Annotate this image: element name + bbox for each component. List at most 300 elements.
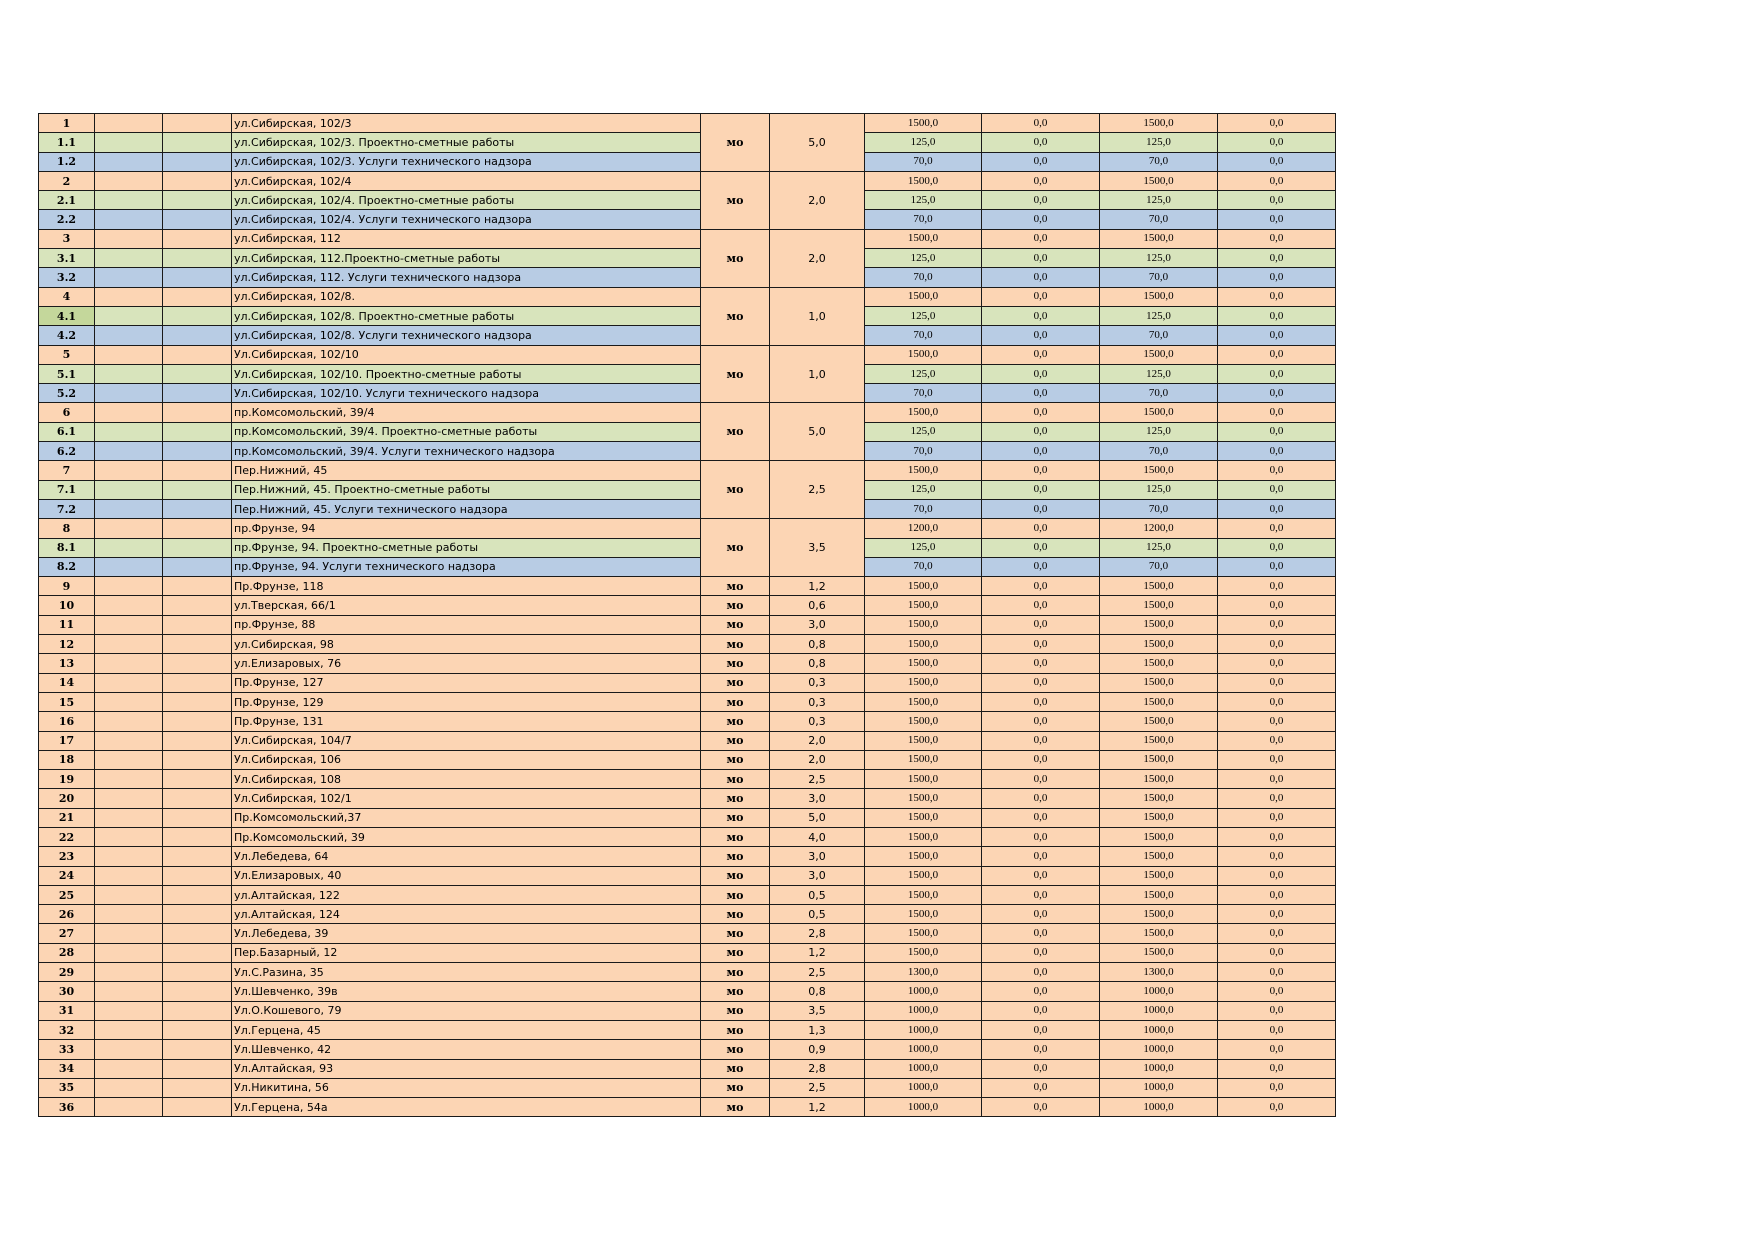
empty-cell: [163, 866, 232, 885]
amount-col3-cell: 70,0: [1100, 557, 1218, 576]
amount-col4-cell: 0,0: [1218, 847, 1336, 866]
amount-col3-cell: 1500,0: [1100, 905, 1218, 924]
unit-cell: мо: [701, 1040, 770, 1059]
amount-col4-cell: 0,0: [1218, 422, 1336, 441]
amount-col4-cell: 0,0: [1218, 577, 1336, 596]
amount-col3-cell: 1500,0: [1100, 808, 1218, 827]
amount-col3-cell: 1500,0: [1100, 673, 1218, 692]
table-row: [39, 943, 1336, 962]
table-row: [39, 191, 1336, 210]
amount-total-cell: 1000,0: [865, 982, 982, 1001]
unit-cell: мо: [701, 885, 770, 904]
amount-col3-cell: 1000,0: [1100, 1078, 1218, 1097]
empty-cell: [95, 866, 163, 885]
empty-cell: [163, 712, 232, 731]
amount-total-cell: 1300,0: [865, 963, 982, 982]
amount-total-cell: 125,0: [865, 422, 982, 441]
amount-col4-cell: 0,0: [1218, 114, 1336, 133]
unit-cell: мо: [701, 1001, 770, 1020]
table-row: [39, 442, 1336, 461]
empty-cell: [95, 306, 163, 325]
amount-col2-cell: 0,0: [982, 345, 1100, 364]
table-row: [39, 1059, 1336, 1078]
object-name-cell: Пр.Комсомольский,37: [232, 808, 701, 827]
amount-col2-cell: 0,0: [982, 519, 1100, 538]
amount-col2-cell: 0,0: [982, 866, 1100, 885]
amount-total-cell: 70,0: [865, 557, 982, 576]
amount-col4-cell: 0,0: [1218, 249, 1336, 268]
amount-col4-cell: 0,0: [1218, 905, 1336, 924]
object-name-cell: ул.Сибирская, 102/4. Услуги технического надзора: [232, 210, 701, 229]
amount-total-cell: 1500,0: [865, 712, 982, 731]
amount-col2-cell: 0,0: [982, 770, 1100, 789]
empty-cell: [163, 847, 232, 866]
object-name-cell: Ул.Сибирская, 102/10: [232, 345, 701, 364]
object-name-cell: Пер.Базарный, 12: [232, 943, 701, 962]
amount-col4-cell: 0,0: [1218, 673, 1336, 692]
empty-cell: [95, 442, 163, 461]
row-number-cell: 34: [39, 1059, 95, 1078]
amount-col4-cell: 0,0: [1218, 461, 1336, 480]
amount-col4-cell: 0,0: [1218, 885, 1336, 904]
quantity-cell: 3,0: [770, 866, 865, 885]
amount-col2-cell: 0,0: [982, 963, 1100, 982]
empty-cell: [95, 229, 163, 248]
amount-col2-cell: 0,0: [982, 827, 1100, 846]
amount-total-cell: 1500,0: [865, 229, 982, 248]
object-name-cell: ул.Сибирская, 102/8. Проектно-сметные работы: [232, 306, 701, 325]
amount-col2-cell: 0,0: [982, 635, 1100, 654]
table-row: [39, 982, 1336, 1001]
unit-cell: мо: [701, 789, 770, 808]
object-name-cell: пр.Комсомольский, 39/4: [232, 403, 701, 422]
empty-cell: [163, 152, 232, 171]
empty-cell: [163, 210, 232, 229]
object-name-cell: Ул.Лебедева, 39: [232, 924, 701, 943]
object-name-cell: Ул.С.Разина, 35: [232, 963, 701, 982]
amount-col3-cell: 1500,0: [1100, 171, 1218, 190]
amount-col4-cell: 0,0: [1218, 306, 1336, 325]
quantity-cell: 3,0: [770, 847, 865, 866]
table-row: [39, 924, 1336, 943]
unit-cell: мо: [701, 924, 770, 943]
empty-cell: [163, 1001, 232, 1020]
row-number-cell: 21: [39, 808, 95, 827]
empty-cell: [163, 596, 232, 615]
object-name-cell: ул.Алтайская, 124: [232, 905, 701, 924]
unit-cell: мо: [701, 712, 770, 731]
row-number-cell: 25: [39, 885, 95, 904]
amount-col4-cell: 0,0: [1218, 364, 1336, 383]
row-number-cell: 16: [39, 712, 95, 731]
unit-cell: мо: [701, 345, 770, 403]
empty-cell: [95, 1001, 163, 1020]
table-row: [39, 364, 1336, 383]
row-number-cell: 33: [39, 1040, 95, 1059]
unit-cell: мо: [701, 519, 770, 577]
amount-col2-cell: 0,0: [982, 210, 1100, 229]
row-number-cell: 10: [39, 596, 95, 615]
amount-total-cell: 1500,0: [865, 673, 982, 692]
amount-col3-cell: 125,0: [1100, 249, 1218, 268]
amount-col2-cell: 0,0: [982, 461, 1100, 480]
row-number-cell: 4.2: [39, 326, 95, 345]
row-number-cell: 24: [39, 866, 95, 885]
amount-total-cell: 1500,0: [865, 403, 982, 422]
quantity-cell: 0,8: [770, 635, 865, 654]
empty-cell: [163, 557, 232, 576]
amount-col2-cell: 0,0: [982, 1040, 1100, 1059]
object-name-cell: ул.Сибирская, 102/3. Услуги технического надзора: [232, 152, 701, 171]
empty-cell: [95, 615, 163, 634]
empty-cell: [95, 692, 163, 711]
empty-cell: [95, 326, 163, 345]
amount-total-cell: 1500,0: [865, 789, 982, 808]
empty-cell: [95, 191, 163, 210]
empty-cell: [163, 364, 232, 383]
quantity-cell: 4,0: [770, 827, 865, 846]
table-row: [39, 1020, 1336, 1039]
amount-col2-cell: 0,0: [982, 808, 1100, 827]
empty-cell: [95, 808, 163, 827]
table-row: [39, 731, 1336, 750]
empty-cell: [163, 654, 232, 673]
row-number-cell: 5.1: [39, 364, 95, 383]
empty-cell: [163, 692, 232, 711]
amount-col2-cell: 0,0: [982, 403, 1100, 422]
unit-cell: мо: [701, 673, 770, 692]
table-row: [39, 133, 1336, 152]
table-row: [39, 461, 1336, 480]
amount-col2-cell: 0,0: [982, 114, 1100, 133]
empty-cell: [163, 1040, 232, 1059]
amount-col2-cell: 0,0: [982, 499, 1100, 518]
amount-col2-cell: 0,0: [982, 480, 1100, 499]
empty-cell: [163, 1098, 232, 1117]
unit-cell: мо: [701, 635, 770, 654]
amount-total-cell: 1500,0: [865, 461, 982, 480]
amount-total-cell: 125,0: [865, 538, 982, 557]
row-number-cell: 15: [39, 692, 95, 711]
empty-cell: [95, 461, 163, 480]
amount-col3-cell: 125,0: [1100, 191, 1218, 210]
empty-cell: [95, 596, 163, 615]
empty-cell: [163, 577, 232, 596]
empty-cell: [95, 847, 163, 866]
table-row: [39, 596, 1336, 615]
amount-total-cell: 1500,0: [865, 827, 982, 846]
amount-col3-cell: 1500,0: [1100, 789, 1218, 808]
amount-col2-cell: 0,0: [982, 557, 1100, 576]
amount-total-cell: 125,0: [865, 133, 982, 152]
table-row: [39, 519, 1336, 538]
table-row: [39, 673, 1336, 692]
empty-cell: [163, 827, 232, 846]
empty-cell: [95, 114, 163, 133]
table-row: [39, 750, 1336, 769]
amount-col2-cell: 0,0: [982, 905, 1100, 924]
table-row: [39, 827, 1336, 846]
amount-col3-cell: 1000,0: [1100, 1098, 1218, 1117]
amount-col4-cell: 0,0: [1218, 1078, 1336, 1097]
object-name-cell: Ул.О.Кошевого, 79: [232, 1001, 701, 1020]
quantity-cell: 1,0: [770, 287, 865, 345]
quantity-cell: 0,5: [770, 885, 865, 904]
quantity-cell: 0,3: [770, 692, 865, 711]
amount-col2-cell: 0,0: [982, 171, 1100, 190]
amount-col2-cell: 0,0: [982, 229, 1100, 248]
table-row: [39, 499, 1336, 518]
amount-col4-cell: 0,0: [1218, 384, 1336, 403]
amount-col3-cell: 1500,0: [1100, 461, 1218, 480]
empty-cell: [95, 557, 163, 576]
amount-col4-cell: 0,0: [1218, 519, 1336, 538]
unit-cell: мо: [701, 654, 770, 673]
amount-total-cell: 1500,0: [865, 615, 982, 634]
amount-col4-cell: 0,0: [1218, 596, 1336, 615]
object-name-cell: пр.Комсомольский, 39/4. Услуги технического надзора: [232, 442, 701, 461]
empty-cell: [95, 1020, 163, 1039]
empty-cell: [95, 538, 163, 557]
amount-col3-cell: 1500,0: [1100, 114, 1218, 133]
empty-cell: [163, 770, 232, 789]
object-name-cell: ул.Сибирская, 102/8.: [232, 287, 701, 306]
table-row: [39, 635, 1336, 654]
empty-cell: [163, 171, 232, 190]
row-number-cell: 19: [39, 770, 95, 789]
amount-col3-cell: 125,0: [1100, 538, 1218, 557]
object-name-cell: Пер.Нижний, 45. Услуги технического надзора: [232, 499, 701, 518]
empty-cell: [95, 345, 163, 364]
table-row: [39, 1040, 1336, 1059]
row-number-cell: 20: [39, 789, 95, 808]
table-row: [39, 403, 1336, 422]
empty-cell: [163, 538, 232, 557]
empty-cell: [95, 364, 163, 383]
unit-cell: мо: [701, 1059, 770, 1078]
amount-total-cell: 1500,0: [865, 905, 982, 924]
table-row: [39, 557, 1336, 576]
amount-col4-cell: 0,0: [1218, 789, 1336, 808]
table-row: [39, 577, 1336, 596]
quantity-cell: 3,5: [770, 519, 865, 577]
amount-col4-cell: 0,0: [1218, 345, 1336, 364]
amount-total-cell: 1000,0: [865, 1020, 982, 1039]
amount-col2-cell: 0,0: [982, 789, 1100, 808]
amount-col2-cell: 0,0: [982, 306, 1100, 325]
row-number-cell: 2.1: [39, 191, 95, 210]
amount-col4-cell: 0,0: [1218, 210, 1336, 229]
amount-total-cell: 125,0: [865, 249, 982, 268]
amount-col4-cell: 0,0: [1218, 943, 1336, 962]
amount-col4-cell: 0,0: [1218, 1020, 1336, 1039]
amount-col4-cell: 0,0: [1218, 538, 1336, 557]
amount-col3-cell: 1000,0: [1100, 1040, 1218, 1059]
empty-cell: [163, 635, 232, 654]
empty-cell: [95, 1059, 163, 1078]
object-name-cell: ул.Сибирская, 112: [232, 229, 701, 248]
object-name-cell: ул.Сибирская, 112.Проектно-сметные работы: [232, 249, 701, 268]
amount-col2-cell: 0,0: [982, 422, 1100, 441]
empty-cell: [163, 191, 232, 210]
row-number-cell: 2.2: [39, 210, 95, 229]
object-name-cell: Ул.Герцена, 54а: [232, 1098, 701, 1117]
amount-col3-cell: 70,0: [1100, 384, 1218, 403]
empty-cell: [163, 287, 232, 306]
unit-cell: мо: [701, 982, 770, 1001]
amount-total-cell: 1500,0: [865, 287, 982, 306]
amount-total-cell: 70,0: [865, 268, 982, 287]
amount-col4-cell: 0,0: [1218, 1040, 1336, 1059]
amount-col2-cell: 0,0: [982, 1078, 1100, 1097]
table-row: [39, 384, 1336, 403]
amount-col2-cell: 0,0: [982, 943, 1100, 962]
amount-total-cell: 125,0: [865, 306, 982, 325]
amount-col2-cell: 0,0: [982, 750, 1100, 769]
amount-total-cell: 1500,0: [865, 750, 982, 769]
empty-cell: [95, 287, 163, 306]
empty-cell: [163, 326, 232, 345]
empty-cell: [95, 268, 163, 287]
empty-cell: [163, 229, 232, 248]
amount-total-cell: 1000,0: [865, 1098, 982, 1117]
amount-col2-cell: 0,0: [982, 1001, 1100, 1020]
unit-cell: мо: [701, 1020, 770, 1039]
table-row: [39, 210, 1336, 229]
quantity-cell: 1,2: [770, 577, 865, 596]
object-name-cell: ул.Сибирская, 98: [232, 635, 701, 654]
empty-cell: [163, 924, 232, 943]
empty-cell: [95, 210, 163, 229]
amount-col4-cell: 0,0: [1218, 499, 1336, 518]
empty-cell: [95, 1078, 163, 1097]
empty-cell: [163, 673, 232, 692]
amount-col3-cell: 1500,0: [1100, 770, 1218, 789]
amount-col2-cell: 0,0: [982, 538, 1100, 557]
amount-col3-cell: 125,0: [1100, 364, 1218, 383]
amount-total-cell: 70,0: [865, 326, 982, 345]
quantity-cell: 0,8: [770, 982, 865, 1001]
empty-cell: [95, 499, 163, 518]
empty-cell: [163, 731, 232, 750]
object-name-cell: ул.Сибирская, 102/3: [232, 114, 701, 133]
amount-col3-cell: 1500,0: [1100, 712, 1218, 731]
quantity-cell: 1,3: [770, 1020, 865, 1039]
object-name-cell: Ул.Алтайская, 93: [232, 1059, 701, 1078]
amount-col3-cell: 1500,0: [1100, 287, 1218, 306]
empty-cell: [95, 480, 163, 499]
amount-col4-cell: 0,0: [1218, 268, 1336, 287]
table-row: [39, 229, 1336, 248]
object-name-cell: Ул.Лебедева, 64: [232, 847, 701, 866]
object-name-cell: Пр.Комсомольский, 39: [232, 827, 701, 846]
empty-cell: [95, 577, 163, 596]
empty-cell: [95, 731, 163, 750]
empty-cell: [95, 885, 163, 904]
amount-col2-cell: 0,0: [982, 654, 1100, 673]
quantity-cell: 2,8: [770, 1059, 865, 1078]
empty-cell: [163, 461, 232, 480]
amount-total-cell: 1500,0: [865, 866, 982, 885]
table-row: [39, 808, 1336, 827]
object-name-cell: Пр.Фрунзе, 127: [232, 673, 701, 692]
object-name-cell: ул.Сибирская, 102/3. Проектно-сметные работы: [232, 133, 701, 152]
empty-cell: [163, 442, 232, 461]
unit-cell: мо: [701, 731, 770, 750]
quantity-cell: 1,0: [770, 345, 865, 403]
quantity-cell: 2,5: [770, 770, 865, 789]
unit-cell: мо: [701, 770, 770, 789]
table-row: [39, 480, 1336, 499]
unit-cell: мо: [701, 827, 770, 846]
table-row: [39, 885, 1336, 904]
amount-col3-cell: 1500,0: [1100, 827, 1218, 846]
quantity-cell: 0,3: [770, 673, 865, 692]
table-row: [39, 1098, 1336, 1117]
amount-col3-cell: 1500,0: [1100, 615, 1218, 634]
row-number-cell: 26: [39, 905, 95, 924]
amount-col2-cell: 0,0: [982, 152, 1100, 171]
row-number-cell: 8: [39, 519, 95, 538]
object-name-cell: ул.Сибирская, 112. Услуги технического надзора: [232, 268, 701, 287]
amount-col4-cell: 0,0: [1218, 152, 1336, 171]
table-row: [39, 345, 1336, 364]
amount-col2-cell: 0,0: [982, 1098, 1100, 1117]
object-name-cell: Ул.Сибирская, 104/7: [232, 731, 701, 750]
amount-total-cell: 1500,0: [865, 692, 982, 711]
amount-col2-cell: 0,0: [982, 191, 1100, 210]
amount-total-cell: 1500,0: [865, 654, 982, 673]
amount-total-cell: 1000,0: [865, 1040, 982, 1059]
amount-col2-cell: 0,0: [982, 268, 1100, 287]
amount-col4-cell: 0,0: [1218, 191, 1336, 210]
object-name-cell: Ул.Сибирская, 108: [232, 770, 701, 789]
amount-total-cell: 1500,0: [865, 731, 982, 750]
unit-cell: мо: [701, 615, 770, 634]
amount-col2-cell: 0,0: [982, 442, 1100, 461]
table-row: [39, 866, 1336, 885]
object-name-cell: ул.Сибирская, 102/4: [232, 171, 701, 190]
row-number-cell: 5: [39, 345, 95, 364]
empty-cell: [163, 519, 232, 538]
amount-total-cell: 1500,0: [865, 345, 982, 364]
table-row: [39, 249, 1336, 268]
amount-col4-cell: 0,0: [1218, 635, 1336, 654]
row-number-cell: 30: [39, 982, 95, 1001]
empty-cell: [163, 133, 232, 152]
empty-cell: [95, 673, 163, 692]
amount-col3-cell: 1000,0: [1100, 982, 1218, 1001]
unit-cell: мо: [701, 114, 770, 172]
table-row: [39, 770, 1336, 789]
amount-col3-cell: 1500,0: [1100, 943, 1218, 962]
empty-cell: [95, 712, 163, 731]
unit-cell: мо: [701, 1098, 770, 1117]
empty-cell: [163, 249, 232, 268]
row-number-cell: 7: [39, 461, 95, 480]
row-number-cell: 31: [39, 1001, 95, 1020]
quantity-cell: 3,0: [770, 789, 865, 808]
empty-cell: [163, 499, 232, 518]
amount-col3-cell: 1500,0: [1100, 924, 1218, 943]
amount-col4-cell: 0,0: [1218, 1001, 1336, 1020]
row-number-cell: 1.2: [39, 152, 95, 171]
amount-total-cell: 1500,0: [865, 943, 982, 962]
quantity-cell: 0,5: [770, 905, 865, 924]
empty-cell: [95, 654, 163, 673]
amount-col3-cell: 1500,0: [1100, 403, 1218, 422]
amount-col4-cell: 0,0: [1218, 963, 1336, 982]
